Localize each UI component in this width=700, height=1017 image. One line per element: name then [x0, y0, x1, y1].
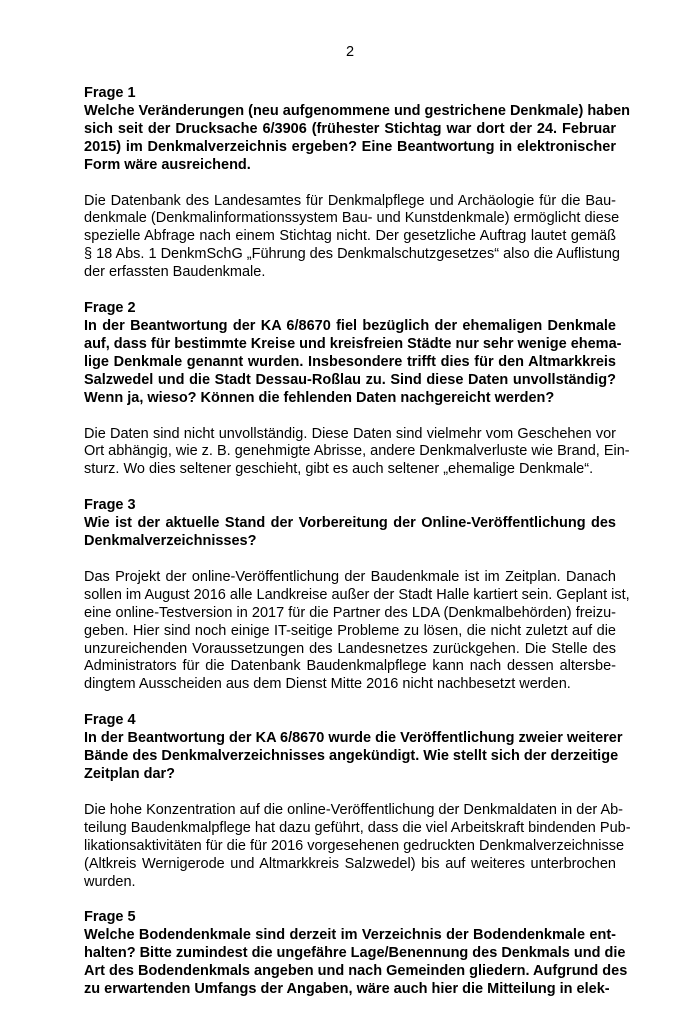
- question-section: [84, 85, 631, 282]
- answer-text: [84, 801, 631, 892]
- answer-line: likationsaktivitäten für die für 2016 vorgesehenen gedruckten Denkmalverzeichnisse: [84, 837, 625, 854]
- answer-line: Das Projekt der online-Veröffentlichung der Baudenkmale ist im Zeitplan. Danach: [84, 568, 616, 585]
- answer-line: Ort abhängig, wie z. B. genehmigte Abrisse, andere Denkmalverluste wie Brand, Ein-: [84, 443, 630, 460]
- question-line: Bände des Denkmalverzeichnisses angekündigt. Wie stellt sich der derzeitige: [84, 748, 619, 765]
- question-label: Frage 1: [84, 85, 136, 101]
- answer-line: der erfassten Baudenkmale.: [84, 264, 266, 281]
- answer-line: § 18 Abs. 1 DenkmSchG „Führung des Denkmalschutzgesetzes“ also die Auflistung: [84, 246, 620, 263]
- question-label: Frage 4: [84, 712, 136, 729]
- question-line: Art des Bodendenkmals angeben und nach Gemeinden gliedern. Aufgrund des: [84, 963, 628, 980]
- answer-line: Die hohe Konzentration auf die online-Veröffentlichung der Denkmaldaten in der Ab-: [84, 801, 624, 818]
- question-line: Wie ist der aktuelle Stand der Vorbereitung der Online-Veröffentlichung des: [84, 515, 616, 532]
- answer-line: sollen im August 2016 alle Landkreise außer der Stadt Halle kartiert sein. Geplant ist,: [84, 586, 630, 603]
- answer-text: [84, 568, 630, 694]
- question-line: Welche Veränderungen (neu aufgenommene und gestrichene Denkmale) haben: [84, 102, 631, 119]
- document-body: [84, 85, 631, 1017]
- question-line: Welche Bodendenkmale sind derzeit im Verzeichnis der Bodendenkmale ent-: [84, 927, 616, 944]
- answer-line: eine online-Testversion in 2017 für die Partner des LDA (Denkmalbehörden) freizu-: [84, 604, 616, 621]
- answer-line: unzureichenden Voraussetzungen des Landesnetzes zurückgehen. Die Stelle des: [84, 640, 616, 657]
- question-text: [84, 317, 622, 408]
- question-line: In der Beantwortung der KA 6/8670 fiel bezüglich der ehemaligen Denkmale: [84, 317, 616, 334]
- answer-line: Die Daten sind nicht unvollständig. Diese Daten sind vielmehr vom Geschehen vor: [84, 425, 616, 442]
- question-line: Zeitplan dar?: [84, 766, 176, 782]
- answer-line: teilung Baudenkmalpflege hat dazu geführt, dass die viel Arbeitskraft bindenden Pub-: [84, 819, 631, 836]
- answer-line: geben. Hier sind noch einige IT-seitige Probleme zu lösen, die nicht zuletzt auf die: [84, 622, 616, 639]
- question-line: In der Beantwortung der KA 6/8670 wurde die Veröffentlichung zweier weiterer: [84, 730, 623, 747]
- question-text: [84, 730, 623, 784]
- question-line: halten? Bitte zumindest die ungefähre Lage/Benennung des Denkmals und die: [84, 945, 626, 962]
- page-number: 2: [345, 44, 355, 60]
- question-line: lige Denkmale genannt wurden. Insbesondere trifft dies für den Altmarkkreis: [84, 353, 616, 370]
- answer-line: spezielle Abfrage nach einem Stichtag nicht. Der gesetzliche Auftrag lautet gemäß: [84, 228, 616, 245]
- answer-line: (Altkreis Wernigerode und Altmarkkreis Salzwedel) bis auf weiteres unterbrochen: [84, 855, 616, 872]
- question-line: zu erwartenden Umfangs der Angaben, wäre auch hier die Mitteilung in elek-: [84, 981, 610, 998]
- question-line: sich seit der Drucksache 6/3906 (frühester Stichtag war dort der 24. Februar: [84, 120, 616, 137]
- question-section: [84, 712, 631, 891]
- question-label: Frage 3: [84, 497, 136, 514]
- question-section: [84, 497, 630, 694]
- answer-line: Die Datenbank des Landesamtes für Denkmalpflege und Archäologie für die Bau-: [84, 192, 616, 209]
- question-text: [84, 102, 631, 175]
- answer-line: denkmale (Denkmalinformationssystem Bau- und Kunstdenkmale) ermöglicht diese: [84, 210, 620, 227]
- answer-line: wurden.: [84, 873, 136, 890]
- question-label: Frage 2: [84, 300, 136, 317]
- question-line: Wenn ja, wieso? Können die fehlenden Daten nachgereicht werden?: [84, 389, 555, 406]
- question-line: Form wäre ausreichend.: [84, 156, 251, 173]
- question-line: Salzwedel und die Stadt Dessau-Roßlau zu. Sind diese Daten unvollständig?: [84, 371, 616, 388]
- question-label: Frage 5: [84, 909, 136, 926]
- answer-line: Administrators für die Datenbank Baudenkmalpflege kann nach dessen altersbe-: [84, 658, 616, 675]
- answer-line: dingtem Ausscheiden aus dem Dienst Mitte 2016 nicht nachbesetzt werden.: [84, 676, 571, 693]
- question-section: [84, 909, 628, 999]
- answer-text: [84, 425, 630, 480]
- question-line: 2015) im Denkmalverzeichnis ergeben? Eine Beantwortung in elektronischer: [84, 138, 616, 155]
- answer-text: [84, 192, 620, 283]
- answer-line: sturz. Wo dies seltener geschieht, gibt es auch seltener „ehemalige Denkmale“.: [84, 461, 594, 478]
- question-section: [84, 300, 630, 479]
- question-line: auf, dass für bestimmte Kreise und kreisfreien Städte nur sehr wenige ehema-: [84, 335, 622, 352]
- question-line: Denkmalverzeichnisses?: [84, 533, 257, 550]
- question-text: [84, 927, 628, 999]
- question-text: [84, 515, 616, 551]
